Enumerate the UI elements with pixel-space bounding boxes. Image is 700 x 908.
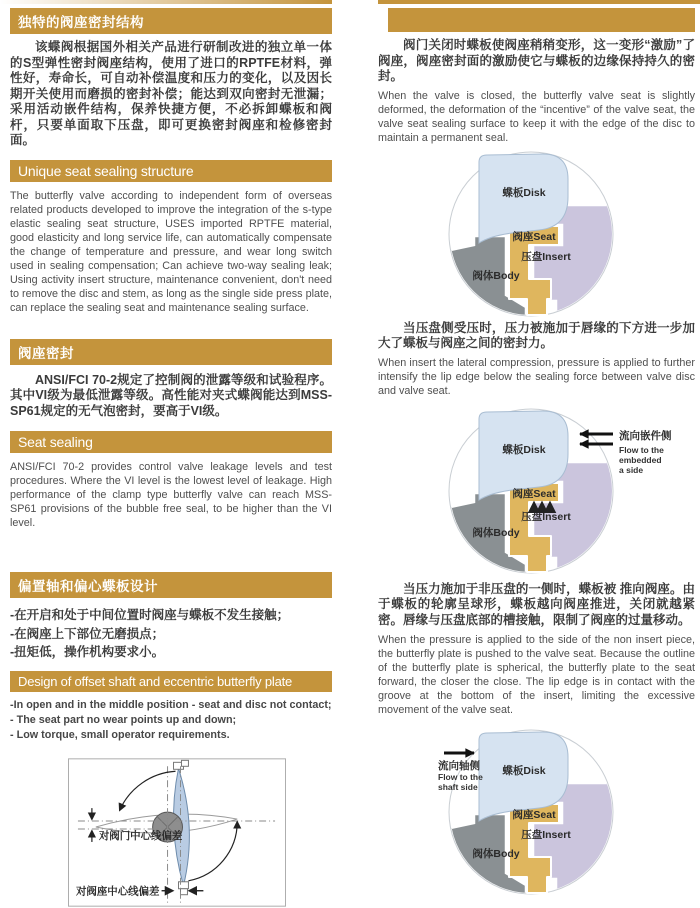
- seat-label: 阀座Seat: [512, 809, 556, 821]
- list-item: -在开启和处于中间位置时阀座与蝶板不发生接触；: [10, 608, 290, 622]
- section-header-unique-seat-en: Unique seat sealing structure: [10, 160, 332, 182]
- seat-label: 阀座Seat: [512, 230, 556, 243]
- paragraph-seat-sealing-zh: ANSI/FCI 70-2规定了控制阀的泄露等级和试验程序。其中VI级为最低泄露等级。高性能对夹式蝶阀能达到MSS-SP61规定的无气泡密封，要高于VI级。: [10, 372, 332, 418]
- section-header-seat-sealing-zh: 阀座密封: [10, 339, 332, 365]
- insert-label: 压盘Insert: [521, 510, 571, 523]
- flow-shaft-label-en1: Flow to the: [438, 772, 483, 782]
- paragraph-insert-pressure-en: When insert the lateral compression, pressure is applied to further intensify the lip edge below the sealing force between valve disc and valve seat.: [378, 356, 695, 397]
- cross-section-diagram-flow-shaft: [416, 727, 700, 897]
- section-header-unique-seat-zh: 独特的阀座密封结构: [10, 8, 332, 34]
- paragraph-seat-sealing-en: ANSI/FCI 70-2 provides control valve leakage levels and test procedures. Where the VI level is the lowest level of leakage. High performance of the clamp type butterfly valve can reach MSS-SP61 provisions of the bubble free seal, to be higher than the VI level.: [10, 461, 332, 529]
- top-rule-left: [0, 0, 332, 4]
- paragraph-unique-seat-en: The butterfly valve according to independent form of overseas related products developed to improve the integration of the s-type elastic sealing seat structure, USES imported RPTFE material, good elasticity and long service life, can automatically compensate the change of temperature and pressure, and wear long switch used in sealing compensation; Can achieve two-way sealing leak; Using activity insert structure, maintenance convenient, don't need to remove the disc and stem, as long as the single side press plate, can replace the sealing seat and maintenance sealing surface.: [10, 189, 332, 314]
- top-rule-right: [378, 0, 700, 4]
- flow-insert-label-en1: Flow to the: [619, 444, 664, 455]
- cross-section-diagram-flow-insert: [416, 408, 700, 574]
- insert-label: 压盘Insert: [521, 250, 571, 263]
- flow-shaft-label-en2: shaft side: [438, 782, 478, 792]
- paragraph-nonseat-pressure-zh: 当压力施加于非压盘的一侧时，蝶板被 推向阀座。由于蝶板的轮廓呈球形，蝶板越向阀座推进，关闭就越紧密。唇缘与压盘底部的槽接触，限制了阀座的过量移动。: [378, 581, 695, 627]
- list-item: -In open and in the middle position - seat and disc not contact;: [10, 698, 332, 711]
- cross-section-diagram-closed: [416, 149, 700, 319]
- seat-centerline-label: 对阀座中心线偏差: [75, 886, 160, 898]
- section-header-seat-sealing-en: Seat sealing: [10, 431, 332, 453]
- section-bar-empty: [388, 8, 695, 32]
- paragraph-nonseat-pressure-en: When the pressure is applied to the side of the non insert piece, the butterfly plate is pushed to the valve seat. Because the outline of the butterfly plate is spherical, the butterfly plate to the seat forward, the closer the close. The lip edge is in contact with the groove at the bottom of the insert, limiting the excessive movement of the valve seat.: [378, 634, 695, 716]
- paragraph-close-deform-zh: 阀门关闭时蝶板使阀座稍稍变形，这一变形“激励”了阀座，阀座密封面的激励使它与蝶板的边缘保持持久的密封。: [378, 38, 695, 83]
- section-header-offset-design-zh: 偏置轴和偏心蝶板设计: [10, 572, 332, 598]
- flow-insert-label-en3: a side: [619, 464, 644, 475]
- offset-design-list-en: [10, 698, 332, 743]
- offset-design-list-zh: [10, 606, 332, 662]
- flow-insert-label-en2: embedded: [619, 454, 662, 465]
- list-item: - The seat part no wear points up and down;: [10, 713, 237, 726]
- paragraph-unique-seat-zh: 该蝶阀根据国外相关产品进行研制改进的独立单一体的S型弹性密封阀座结构，使用了进口的RPTFE材料，弹性好，寿命长，可自动补偿温度和压力的变化，以及因长期开关使用而磨损的密封补偿；能达到双向密封无泄漏；采用活动嵌件结构，保养快捷方便，不必拆卸蝶板和阀杆，只要单面取下压盘，即可更换密封阀座和检修密封面。: [10, 40, 332, 147]
- disk-label: 蝶板Disk: [502, 765, 546, 777]
- right-column: [378, 8, 695, 897]
- flow-insert-label-zh: 流向嵌件侧: [619, 429, 672, 442]
- eccentric-offset-diagram: [68, 758, 287, 908]
- shaft-end-top2: [181, 760, 188, 766]
- list-item: -扭矩低，操作机构要求小。: [10, 645, 165, 659]
- disk-label: 蝶板Disk: [502, 186, 546, 199]
- body-label: 阀体Body: [472, 269, 520, 282]
- disk-label: 蝶板Disk: [502, 443, 546, 456]
- shaft-end-bottom: [178, 881, 188, 888]
- flow-shaft-label-zh: 流向轴侧: [438, 760, 480, 772]
- left-column: [10, 8, 332, 908]
- seat-label: 阀座Seat: [512, 487, 556, 500]
- list-item: - Low torque, small operator requirements.: [10, 728, 230, 741]
- valve-centerline-label: 对阀门中心线偏差: [98, 830, 183, 842]
- insert-label: 压盘Insert: [521, 829, 571, 841]
- paragraph-insert-pressure-zh: 当压盘侧受压时，压力被施加于唇缘的下方进一步加大了蝶板与阀座之间的密封力。: [378, 320, 695, 350]
- list-item: -在阀座上下部位无磨损点；: [10, 626, 165, 641]
- body-label: 阀体Body: [472, 848, 520, 860]
- paragraph-close-deform-en: When the valve is closed, the butterfly valve seat is slightly deformed, the deformation of the “incentive” of the valve seat, the valve seat sealing surface to keep it with the edge of the disc to maintain a permanent seal.: [378, 89, 695, 144]
- shaft-end-bottom2: [180, 888, 187, 894]
- section-header-offset-design-en: Design of offset shaft and eccentric butterfly plate: [10, 671, 332, 692]
- body-label: 阀体Body: [472, 526, 520, 539]
